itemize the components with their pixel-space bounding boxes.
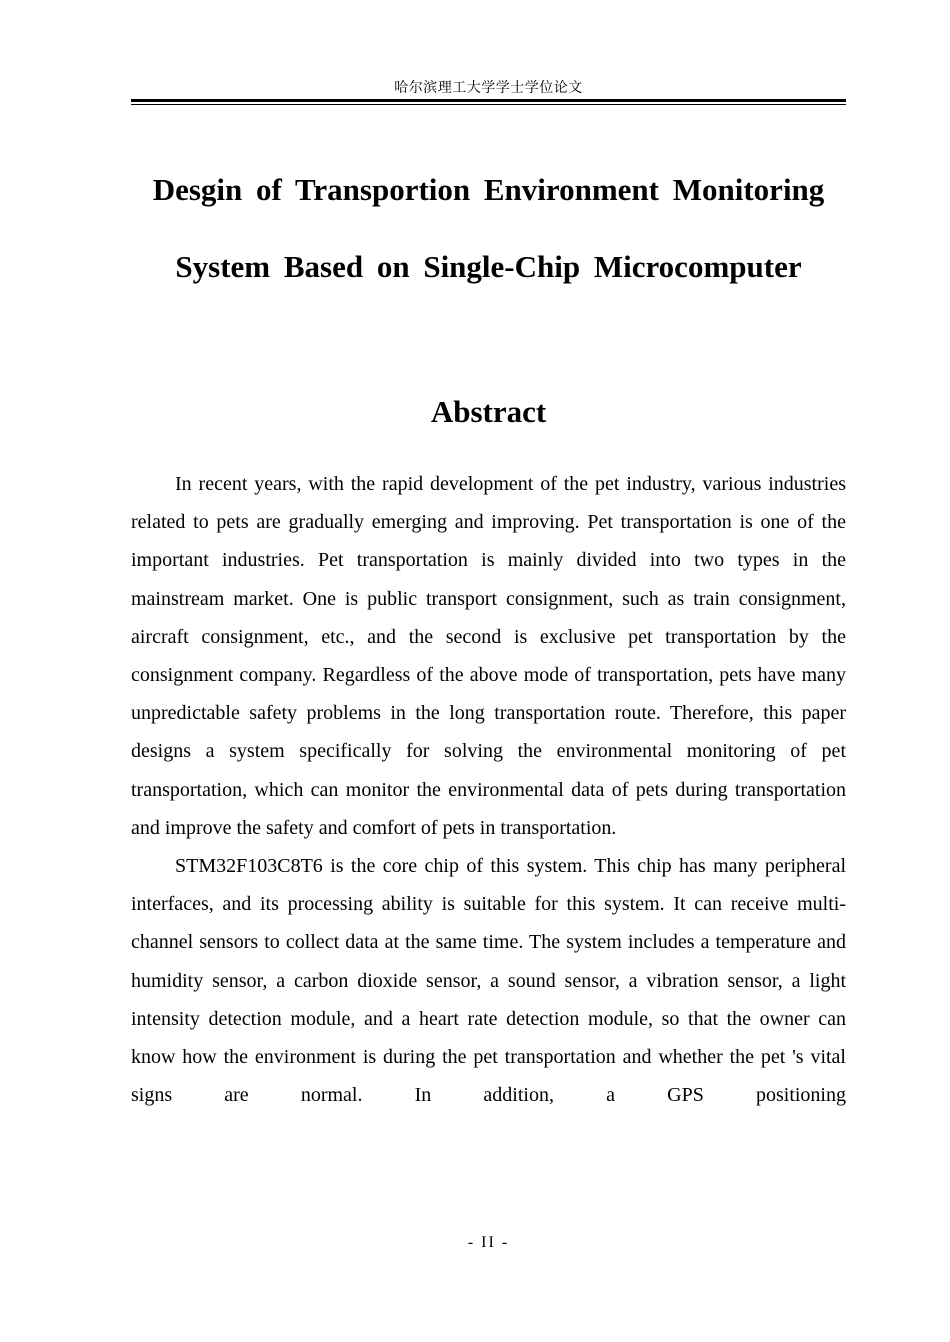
abstract-body [131, 465, 846, 1114]
abstract-paragraph: STM32F103C8T6 is the core chip of this system. This chip has many peripheral interfaces, and its processing ability is suitable for this system. It can receive multi-channel sensors to collect data at the same time. The system includes a temperature and humidity sensor, a carbon dioxide sensor, a sound sensor, a vibration sensor, a light intensity detection module, and a heart rate detection module, so that the owner can know how the environment is during the pet transportation and whether the pet 's vital signs are normal. In addition, a GPS positioning [131, 855, 846, 1107]
header-rule-thick [131, 99, 846, 102]
page-number: - II - [467, 1234, 510, 1251]
header-rule-thin [131, 104, 846, 105]
abstract-paragraph: In recent years, with the rapid development of the pet industry, various industries related to pets are gradually emerging and improving. Pet transportation is one of the important industries. Pet transportation is mainly divided into two types in the mainstream market. One is public transport consignment, such as train consignment, aircraft consignment, etc., and the second is exclusive pet transportation by the consignment company. Regardless of the above mode of transportation, pets have many unpredictable safety problems in the long transportation route. Therefore, this paper designs a system specifically for solving the environmental monitoring of pet transportation, which can monitor the environmental data of pets during transportation and improve the safety and comfort of pets in transportation. [131, 473, 846, 839]
running-header: 哈尔滨理工大学学士学位论文 [394, 80, 583, 96]
paper-title: Desgin of Transportion Environment Monitoring System Based on Single-Chip Microcomputer [152, 172, 825, 284]
abstract-heading: Abstract [430, 394, 547, 429]
